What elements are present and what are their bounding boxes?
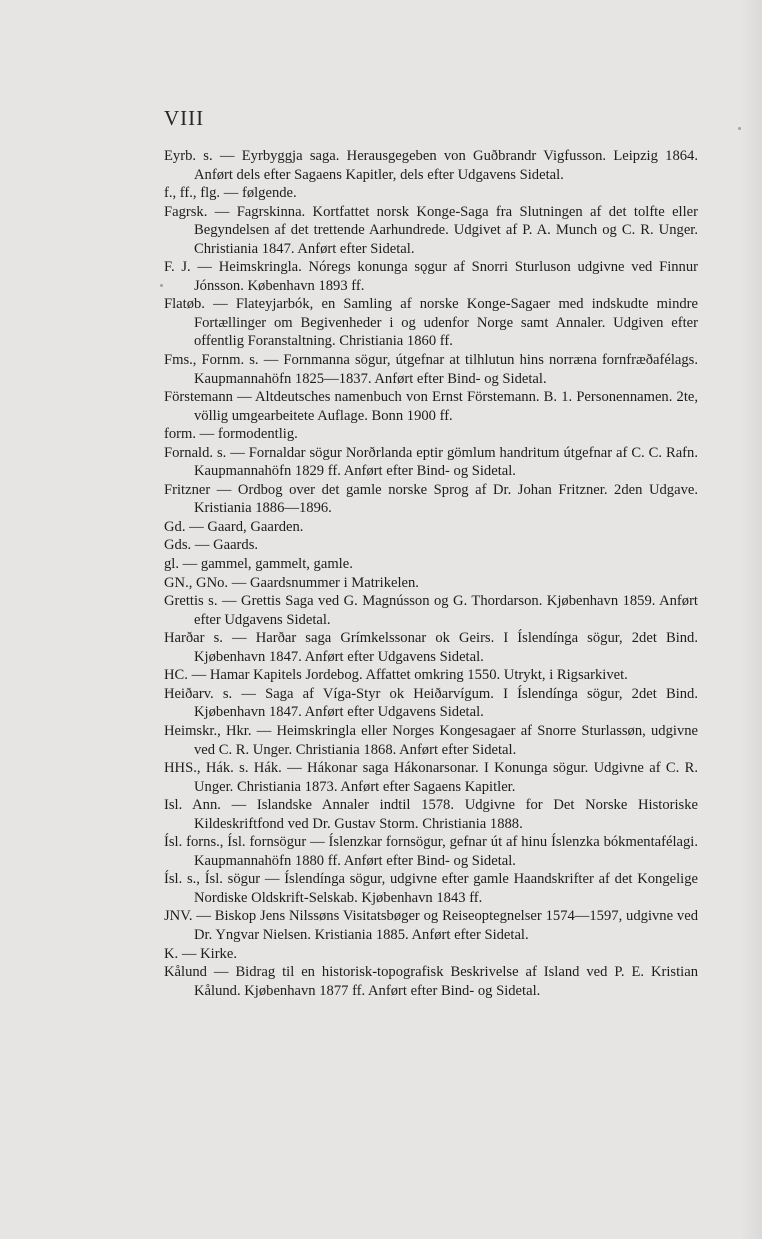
entry-text: — Islandske Annaler indtil 1578. Udgivne for Det Norske Historiske Kildeskriftfond ved Dr. Gustav Storm. Christiania 1888. [194,797,698,832]
entry-term: Fornald. s. [164,444,227,461]
entry-text: — Hamar Kapitels Jordebog. Affattet omkring 1550. Utrykt, i Rigsarkivet. [187,667,628,684]
list-item [164,444,698,481]
entry-term: Fritzner [164,481,211,498]
list-item [164,295,698,351]
entry-text: — Biskop Jens Nilssøns Visitatsbøger og Reiseoptegnelser 1574—1597, udgivne ved Dr. Yngvar Nielsen. Kristiania 1885. Anført efter Sidetal. [192,908,698,943]
entry-term: F. J. [164,259,191,276]
list-item [164,518,698,537]
list-item [164,685,698,722]
paper-speck [160,284,163,287]
entry-term: HHS., Hák. s. Hák. [164,760,282,777]
entry-text: — Saga af Víga-Styr ok Heiðarvígum. I Íslendínga sögur, 2det Bind. Kjøbenhavn 1847. Anført efter Udgavens Sidetal. [194,685,698,721]
list-item [164,870,698,907]
page-number: VIII [164,106,205,130]
entry-text: — Íslenzkar fornsögur, gefnar út af hinu Íslenzka bókmentafélagi. Kaupmannahöfn 1880 ff. Anført efter Bind- og Sidetal. [194,834,698,869]
entry-text: — Gaard, Gaarden. [185,518,304,535]
entry-text: — Heimskringla eller Norges Kongesagaer af Snorre Sturlassøn, udgivne ved C. R. Unger. Christiania 1868. Anført efter Sidetal. [194,722,699,758]
entry-text: — Kirke. [178,945,237,962]
entry-text: — følgende. [220,185,297,202]
entry-text: — Heimskringla. Nóregs konunga sǫgur af Snorri Sturluson udgivne ved Finnur Jónsson. København 1893 ff. [190,259,698,294]
list-item [164,592,698,629]
list-item [164,574,698,593]
entry-term: GN., GNo. [164,574,229,591]
entry-text: — Fornaldar sögur Norðrlanda eptir gömlum handritum útgefnar af C. C. Rafn. Kaupmannahöfn 1829 ff. Anført efter Bind- og Sidetal. [194,444,698,480]
entry-term: Ísl. forns., Ísl. fornsögur [164,834,307,851]
entry-text: — formodentlig. [196,426,298,443]
list-item [164,203,698,259]
entry-term: Gd. [164,518,186,535]
list-item [164,536,698,555]
entry-term: Eyrb. s. [164,148,213,164]
entry-term: Harðar s. [164,630,223,647]
entry-term: Flatøb. [164,296,205,313]
entry-term: Fms., Fornm. s. [164,352,259,369]
list-item [164,963,698,1000]
entry-text: — Gaards. [191,537,259,554]
list-item [164,722,698,759]
entry-term: K. [164,945,179,962]
list-item [164,629,698,666]
list-item [164,351,698,388]
entry-term: JNV. [164,908,193,925]
entry-text: — Ordbog over det gamle norske Sprog af Dr. Johan Fritzner. 2den Udgave. Kristiania 1886—1896. [194,481,698,517]
paper-speck [168,690,171,693]
entry-text: — Eyrbyggja saga. Herausgegeben von Guðbrandr Vigfusson. Leipzig 1864. Anført dels efter Sagaens Kapitler, dels efter Udgavens Sidetal. [194,148,698,183]
list-item [164,481,698,518]
entry-text: — Fornmanna sögur, útgefnar at tilhlutun hins norræna fornfræðafélags. Kaupmannahöfn 1825—1837. Anført efter Bind- og Sidetal. [194,352,698,387]
entry-text: — Altdeutsches namenbuch von Ernst Förstemann. B. 1. Personennamen. 2te, völlig umgearbeitete Auflage. Bonn 1900 ff. [194,389,698,424]
entry-text: — Grettis Saga ved G. Magnússon og G. Thordarson. Kjøbenhavn 1859. Anført efter Udgavens Sidetal. [194,593,698,628]
entry-text: — Íslendínga sögur, udgivne efter gamle Haandskrifter af det Kongelige Nordiske Oldskrift-Selskab. Kjøbenhavn 1843 ff. [194,871,699,906]
list-item [164,388,698,425]
list-item [164,666,698,685]
entry-term: Gds. [164,537,192,554]
entry-text: — Gaardsnummer i Matrikelen. [228,574,419,591]
list-item [164,945,698,964]
entry-term: Fagrsk. [164,203,208,220]
list-item [164,258,698,295]
entry-term: HC. [164,667,188,684]
list-item [164,796,698,833]
entry-term: Heimskr., Hkr. [164,722,252,739]
list-item [164,759,698,796]
entry-text: — Harðar saga Grímkelssonar ok Geirs. I Íslendínga sögur, 2det Bind. Kjøbenhavn 1847. Anført efter Udgavens Sidetal. [194,630,698,665]
entry-term: Förstemann [164,389,233,406]
list-item [164,907,698,944]
entry-term: Kålund [164,964,207,981]
entry-term: form. [164,426,197,443]
entry-text: — Fagrskinna. Kortfattet norsk Konge-Saga fra Slutningen af det tolfte eller Begyndelsen af det trettende Aarhundrede. Udgivet af P. A. Munch og C. R. Unger. Christiania 1847. Anført efter Sidetal. [194,203,698,257]
list-item [164,184,698,203]
entry-term: Ísl. s., Ísl. sögur [164,871,261,888]
list-item [164,833,698,870]
entry-text: — Hákonar saga Hákonarsonar. I Konunga sögur. Udgivne af C. R. Unger. Christiania 1873. Anført efter Sagaens Kapitler. [194,760,698,795]
entry-term: f., ff., flg. [164,185,221,202]
entry-text: — gammel, gammelt, gamle. [179,556,353,573]
entry-term: Heiðarv. s. [164,685,233,702]
abbreviation-list [164,147,698,1000]
list-item [164,147,698,184]
list-item [164,555,698,574]
page-edge-shadow [740,0,762,1239]
entry-term: Isl. Ann. [164,797,221,814]
entry-term: gl. [164,556,179,573]
list-item [164,425,698,444]
entry-term: Grettis s. [164,593,218,610]
entry-text: — Bidrag til en historisk-topografisk Beskrivelse af Island ved P. E. Kristian Kålund. Kjøbenhavn 1877 ff. Anført efter Bind- og Sidetal. [194,964,698,999]
entry-text: — Flateyjarbók, en Samling af norske Konge-Sagaer med indskudte mindre Fortællinger om Begivenheder i og udenfor Norge samt Annaler. Udgiven efter offentlig Foranstaltning. Christiania 1860 ff. [194,296,698,350]
